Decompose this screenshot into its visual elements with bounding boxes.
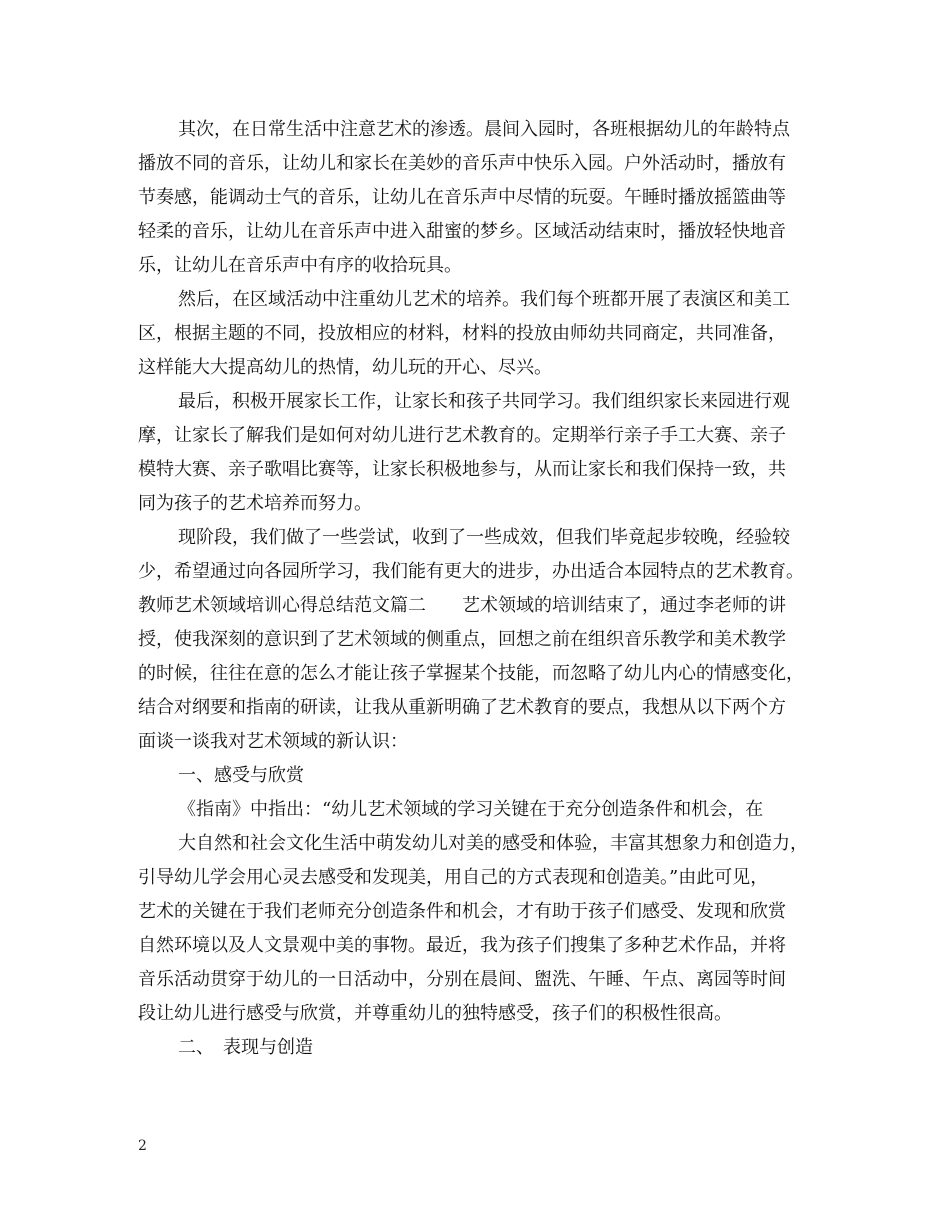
text-line: 授，使我深刻的意识到了艺术领域的侧重点，回想之前在组织音乐教学和美术教学 [138,629,786,650]
text-line: 其次，在日常生活中注意艺术的渗透。晨间入园时，各班根据幼儿的年龄特点 [178,119,790,140]
text-line: 乐，让幼儿在音乐声中有序的收拾玩具。 [138,255,462,276]
text-line: 少，希望通过向各园所学习，我们能有更大的进步，办出适合本园特点的艺术教育。 [138,561,804,582]
page-number: 2 [138,1138,147,1154]
text-line: 自然环境以及人文景观中美的事物。最近，我为孩子们搜集了多种艺术作品，并将 [138,935,786,956]
text-line: 摩，让家长了解我们是如何对幼儿进行艺术教育的。定期举行亲子手工大赛、亲子 [138,425,786,446]
text-line: 现阶段，我们做了一些尝试，收到了一些成效，但我们毕竟起步较晚，经验较 [178,527,790,548]
text-line: 区，根据主题的不同，投放相应的材料，材料的投放由师幼共同商定，共同准备， [138,323,786,344]
section-heading: 一、感受与欣赏 [178,765,304,786]
text-line: 面谈一谈我对艺术领域的新认识： [138,731,408,752]
text-line: 段让幼儿进行感受与欣赏，并尊重幼儿的独特感受，孩子们的积极性很高。 [138,1003,732,1024]
text-line: 教师艺术领域培训心得总结范文篇二 艺术领域的培训结束了，通过李老师的讲 [138,595,786,616]
text-line: 音乐活动贯穿于幼儿的一日活动中，分别在晨间、盥洗、午睡、午点、离园等时间 [138,969,786,990]
section-heading: 二、 表现与创造 [178,1037,313,1058]
text-line: 结合对纲要和指南的研读，让我从重新明确了艺术教育的要点，我想从以下两个方 [138,697,786,718]
text-line: 艺术的关键在于我们老师充分创造条件和机会，才有助于孩子们感受、发现和欣赏 [138,901,786,922]
text-line: 模特大赛、亲子歌唱比赛等，让家长积极地参与，从而让家长和我们保持一致，共 [138,459,786,480]
text-line: 播放不同的音乐，让幼儿和家长在美妙的音乐声中快乐入园。户外活动时，播放有 [138,153,786,174]
text-line: 这样能大大提高幼儿的热情，幼儿玩的开心、尽兴。 [138,357,552,378]
text-line: 最后，积极开展家长工作，让家长和孩子共同学习。我们组织家长来园进行观 [178,391,790,412]
text-line: 同为孩子的艺术培养而努力。 [138,493,372,514]
text-line: 引导幼儿学会用心灵去感受和发现美，用自己的方式表现和创造美。”由此可见， [138,867,769,888]
text-line: 然后，在区域活动中注重幼儿艺术的培养。我们每个班都开展了表演区和美工 [178,289,790,310]
text-line: 节奏感，能调动士气的音乐，让幼儿在音乐声中尽情的玩耍。午睡时播放摇篮曲等 [138,187,786,208]
text-line: 大自然和社会文化生活中萌发幼儿对美的感受和体验，丰富其想象力和创造力， [178,833,808,854]
text-line: 的时候，往往在意的怎么才能让孩子掌握某个技能，而忽略了幼儿内心的情感变化， [138,663,804,684]
text-line: 《指南》中指出：“幼儿艺术领域的学习关键在于充分创造条件和机会，在 [178,799,764,820]
text-line: 轻柔的音乐，让幼儿在音乐声中进入甜蜜的梦乡。区域活动结束时，播放轻快地音 [138,221,786,242]
